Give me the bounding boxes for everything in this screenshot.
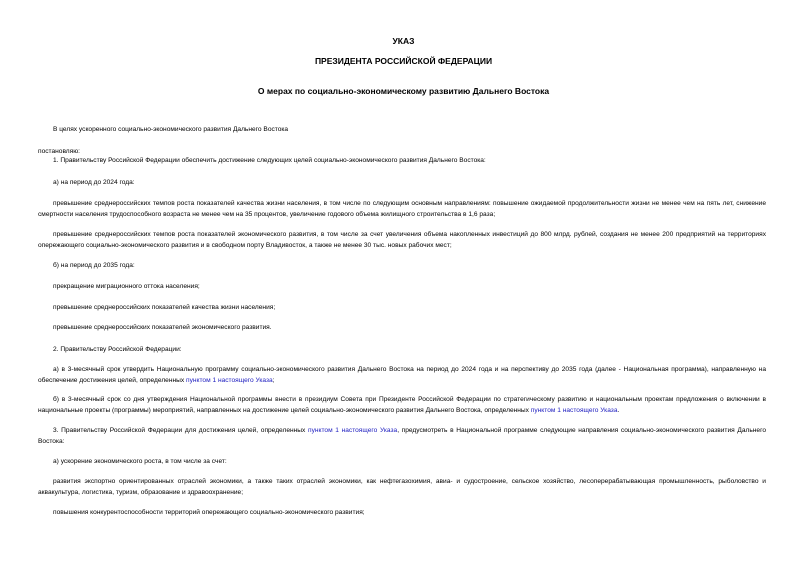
paragraph-2b-end: . [617,407,620,414]
paragraph-2b-text: б) в 3-месячный срок со дня утверждения Национальной программы внести в президиум Совета при Президенте Российской Федерации по стратегическому развитию и национальным проектам предложения о включении в национальные проекты (программы) мероприятий, направленных на достижение целей социально-экономического развития Дальнего Востока, определенных [38,396,766,414]
paragraph-3a: а) ускорение экономического роста, в том числе за счет: [53,458,227,465]
paragraph-1a-item1: превышение среднероссийских темпов роста показателей качества жизни населения, в том числе по следующим основным направлениям: повышение ожидаемой продолжительности жизни не менее чем на пять лет, снижение смертности населения трудоспособного возраста не менее чем на 35 процентов, увеличение годового объема жилищного строительства в 1,6 раза; [38,200,766,218]
paragraph-3a-item2: повышения конкурентоспособности территорий опережающего социально-экономического развития; [53,509,365,516]
paragraph-3 [38,425,766,447]
doc-title-subject: О мерах по социально-экономическому развитию Дальнего Востока [257,86,550,96]
paragraph-1: 1. Правительству Российской Федерации обеспечить достижение следующих целей социально-экономического развития Дальнего Востока: [53,157,486,164]
paragraph-2a-end: ; [272,377,275,384]
paragraph-1b-item3: превышение среднероссийских показателей экономического развития. [53,324,272,331]
paragraph-2: 2. Правительству Российской Федерации: [53,346,182,353]
doc-title-ukaz: УКАЗ [392,36,415,46]
paragraph-1b-item1: прекращение миграционного оттока населения; [53,283,200,290]
paragraph-3a-item1: развития экспортно ориентированных отраслей экономики, а также таких отраслей экономики, как нефтегазохимия, авиа- и судостроение, сельское хозяйство, лесоперерабатывающая промышленность, рыболовство и аквакультура, логистика, туризм, образование и здравоохранение; [38,478,766,496]
paragraph-1a: а) на период до 2024 года: [53,179,135,186]
link-clause-1[interactable]: пунктом 1 настоящего Указа [530,407,618,414]
paragraph-2b [38,394,766,416]
paragraph-1a-item2: превышение среднероссийских темпов роста показателей экономического развития, в том числе за счет увеличения объема накопленных инвестиций до 800 млрд. рублей, создания не менее 200 предприятий на территориях опережающего социально-экономического развития и в свободном порту Владивосток, а также не менее 30 тыс. новых рабочих мест; [38,231,766,249]
link-clause-1[interactable]: пунктом 1 настоящего Указа [308,427,398,434]
paragraph-1b: б) на период до 2035 года: [53,262,135,269]
decree-word: постановляю: [38,148,81,155]
doc-title-issuer: ПРЕЗИДЕНТА РОССИЙСКОЙ ФЕДЕРАЦИИ [314,56,493,66]
paragraph-2a-text: а) в 3-месячный срок утвердить Национальную программу социально-экономического развития Дальнего Востока на период до 2024 года и на перспективу до 2035 года (далее - Национальная программа), направленную на обеспечение достижения целей, определенных [38,366,766,384]
link-clause-1[interactable]: пунктом 1 настоящего Указа [186,377,273,384]
paragraph-1b-item2: превышение среднероссийских показателей качества жизни населения; [53,304,276,311]
intro-paragraph: В целях ускоренного социально-экономического развития Дальнего Востока [53,126,289,133]
paragraph-2a [38,364,766,386]
paragraph-3-end: , предусмотреть в Национальной программе следующие направления социально-экономического развития Дальнего Востока: [38,427,767,445]
paragraph-3-text: 3. Правительству Российской Федерации для достижения целей, определенных [53,427,308,434]
